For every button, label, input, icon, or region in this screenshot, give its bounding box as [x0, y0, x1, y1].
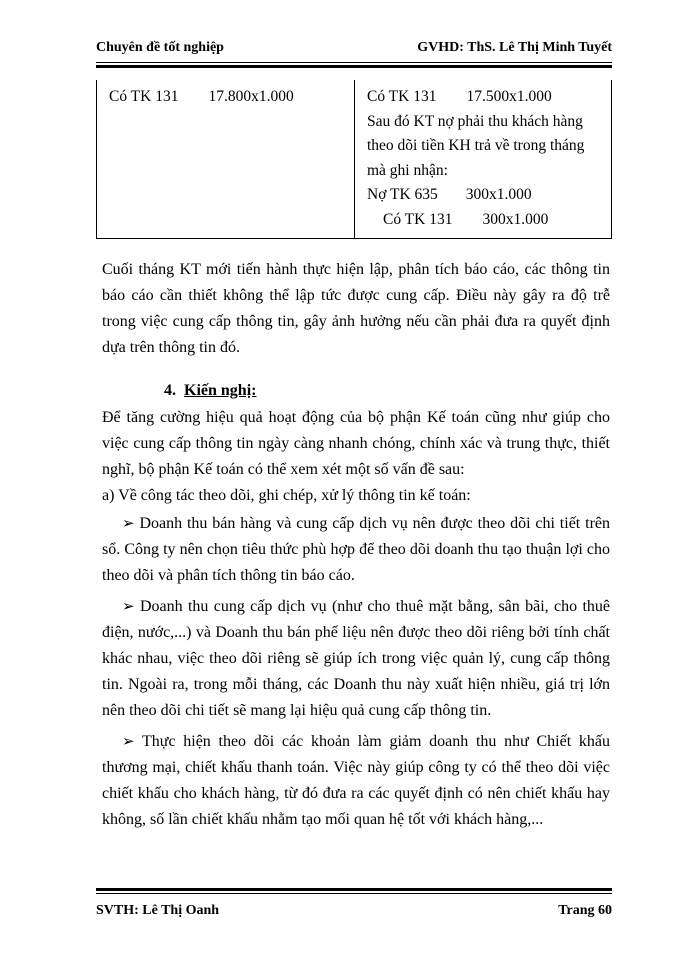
arrow-bullet-icon: ➢ — [122, 599, 135, 615]
right-line4: mà ghi nhận: — [367, 161, 448, 179]
header-left-text: Chuyên đề tốt nghiệp — [96, 40, 224, 55]
footer-left-text: SVTH: Lê Thị Oanh — [96, 903, 220, 918]
bullet-item — [102, 511, 610, 589]
right-line6-amount: 300x1.000 — [482, 210, 549, 228]
bullet-text: Doanh thu bán hàng và cung cấp dịch vụ nên được theo dõi chi tiết trên sổ. Công ty nên chọn tiêu thức phù hợp để theo dõi doanh thu tạo thuận lợi cho theo dõi và phân tích thông tin báo cáo. — [102, 515, 610, 584]
footer-rule-thin — [96, 893, 612, 894]
bullet-item — [102, 594, 610, 724]
bullet-text: Doanh thu cung cấp dịch vụ (như cho thuê mặt bằng, sân bãi, cho thuê điện, nước,...) và Doanh thu bán phế liệu nên được theo dõi riêng bởi tính chất khác nhau, việc theo dõi riêng sẽ giúp ích trong việc quản lý, cung cấp thông tin. Ngoài ra, trong mỗi tháng, các Doanh thu này xuất hiện nhiều, giá trị lớn nên theo dõi chi tiết sẽ mang lại hiệu quả cung cấp thông tin. — [102, 598, 611, 719]
section-title: Kiến nghị: — [184, 382, 257, 399]
right-line2: Sau đó KT nợ phải thu khách hàng — [367, 112, 583, 130]
right-line6-account: Có TK 131 — [383, 210, 453, 228]
table-row — [97, 80, 612, 239]
right-line5-amount: 300x1.000 — [465, 186, 532, 203]
right-line5-account: Nợ TK 635 — [367, 186, 438, 203]
bullet-item — [102, 729, 610, 833]
recommendations-body — [102, 405, 610, 833]
section-number: 4. — [164, 382, 176, 399]
right-line1-account: Có TK 131 — [367, 88, 437, 105]
paragraph-delay — [102, 257, 610, 361]
sub-heading-a: a) Về công tác theo dõi, ghi chép, xử lý thông tin kế toán: — [102, 487, 471, 504]
table-cell-left — [97, 80, 355, 239]
journal-entry-table — [96, 80, 612, 239]
header-rule-thin — [96, 62, 612, 63]
header-rule-thick — [96, 65, 612, 68]
right-line3: theo dõi tiền KH trả về trong tháng — [367, 137, 585, 154]
right-line1-amount: 17.500x1.000 — [466, 88, 552, 105]
paragraph-text: Cuối tháng KT mới tiến hành thực hiện lập, phân tích báo cáo, các thông tin báo cáo cần thiết không thể lập tức được cung cấp. Điều này gây ra độ trễ trong việc cung cấp thông tin, gây ảnh hưởng nếu cần phải đưa ra quyết định dựa trên thông tin đó. — [102, 261, 610, 356]
arrow-bullet-icon: ➢ — [122, 734, 135, 750]
left-amount: 17.800x1.000 — [208, 88, 294, 105]
page-number: Trang 60 — [558, 903, 612, 918]
left-account: Có TK 131 — [109, 88, 179, 105]
arrow-bullet-icon: ➢ — [122, 516, 135, 532]
section-heading — [164, 382, 256, 400]
footer-rule-thick — [96, 888, 612, 891]
table-cell-right — [355, 80, 612, 239]
intro-paragraph: Để tăng cường hiệu quả hoạt động của bộ phận Kế toán cũng như giúp cho việc cung cấp thông tin ngày càng nhanh chóng, chính xác và trung thực, thiết nghĩ, bộ phận Kế toán có thể xem xét một số vấn đề sau: — [102, 409, 610, 478]
header-right-text: GVHD: ThS. Lê Thị Minh Tuyết — [417, 40, 612, 55]
bullet-text: Thực hiện theo dõi các khoản làm giảm doanh thu như Chiết khấu thương mại, chiết khấu thanh toán. Việc này giúp công ty có thể theo dõi việc chiết khấu cho khách hàng, từ đó đưa ra các quyết định có nên chiết khấu hay không, số lần chiết khấu nhằm tạo mối quan hệ tốt với khách hàng,... — [102, 733, 610, 828]
